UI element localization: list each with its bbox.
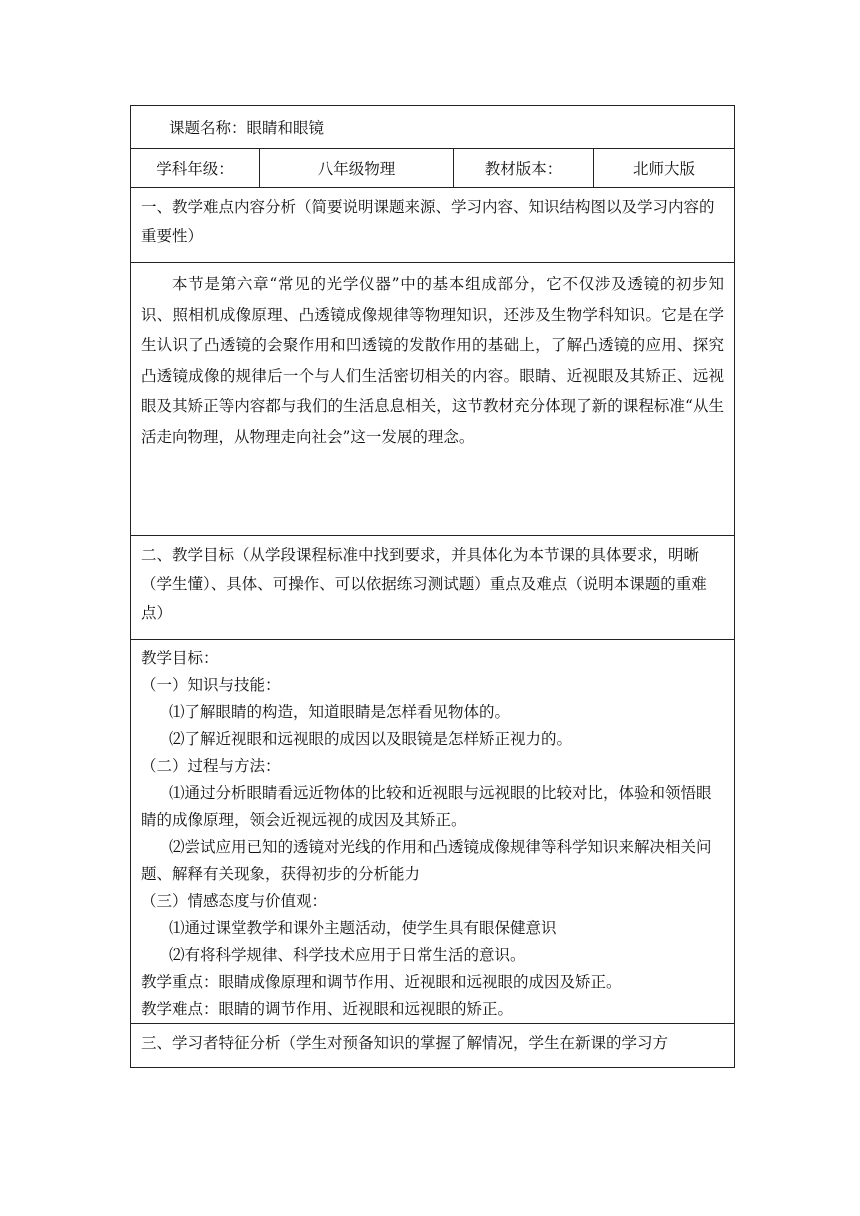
part3-item1: ⑴通过课堂教学和课外主题活动，使学生具有眼保健意识 [169,919,557,937]
part2-item1: ⑴通过分析眼睛看远近物体的比较和近视眼与远视眼的比较对比，体验和领悟眼睛的成像原理，领会近视远视的成因及其矫正。 [141,784,712,829]
part2-title: （二）过程与方法： [141,757,281,775]
section2-heading: 二、教学目标（从学段课程标准中找到要求，并具体化为本节课的具体要求，明晰（学生懂）、具体、可操作、可以依据练习测试题）重点及难点（说明本课题的重难点） [131,536,735,640]
key-points: 教学重点：眼睛成像原理和调节作用、近视眼和远视眼的成因及矫正。 [141,973,622,991]
lesson-plan-table [130,105,735,1068]
part3-title: （三）情感态度与价值观： [141,892,328,910]
subject-grade-value: 八年级物理 [260,149,454,188]
section2-body-row [131,640,735,1024]
part3-item2: ⑵有将科学规律、科学技术应用于日常生活的意识。 [169,946,526,964]
difficult-points: 教学难点：眼睛的调节作用、近视眼和远视眼的矫正。 [141,1000,514,1018]
section1-heading-row [131,188,735,263]
goals-label: 教学目标： [141,649,219,667]
section3-heading: 三、学习者特征分析（学生对预备知识的掌握了解情况，学生在新课的学习方 [131,1024,735,1068]
section2-heading-row [131,536,735,640]
part2-item2: ⑵尝试应用已知的透镜对光线的作用和凸透镜成像规律等科学知识来解决相关问题、解释有关现象，获得初步的分析能力 [141,838,712,883]
part1-item1: ⑴了解眼睛的构造，知道眼睛是怎样看见物体的。 [169,703,511,721]
section1-body-row [131,263,735,536]
section1-paragraph: 本节是第六章“常见的光学仪器”中的基本组成部分，它不仅涉及透镜的初步知识、照相机成像原理、凸透镜成像规律等物理知识，还涉及生物学科知识。它是在学生认识了凸透镜的会聚作用和凹透镜的发散作用的基础上，了解凸透镜的应用、探究凸透镜成像的规律后一个与人们生活密切相关的内容。眼睛、近视眼及其矫正、远视眼及其矫正等内容都与我们的生活息息相关，这节教材充分体现了新的课程标准“从生活走向物理，从物理走向社会”这一发展的理念。 [141,275,725,446]
textbook-value: 北师大版 [594,149,735,188]
section3-heading-row [131,1024,735,1068]
lesson-title-cell [131,106,735,149]
part1-title: （一）知识与技能： [141,676,281,694]
lesson-title: 课题名称：眼睛和眼镜 [169,119,325,137]
subject-grade-label: 学科年级： [131,149,260,188]
section1-heading: 一、教学难点内容分析（简要说明课题来源、学习内容、知识结构图以及学习内容的重要性） [131,188,735,263]
textbook-label: 教材版本： [454,149,594,188]
meta-row [131,149,735,188]
section1-body-cell [131,263,735,536]
part1-item2: ⑵了解近视眼和远视眼的成因以及眼镜是怎样矫正视力的。 [169,730,573,748]
title-row [131,106,735,149]
section2-body-cell [131,640,735,1024]
